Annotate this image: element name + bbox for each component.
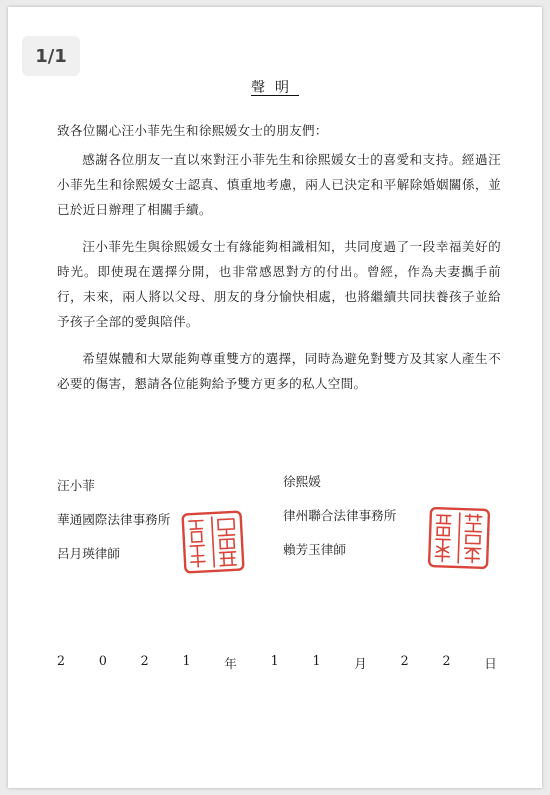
date-char: 2 xyxy=(442,653,451,668)
page-indicator-label: 1/1 xyxy=(35,45,67,67)
document-title-text: 聲明 xyxy=(251,80,299,96)
paragraph: 感謝各位朋友一直以來對汪小菲先生和徐熙媛女士的喜愛和支持。經過汪小菲先生和徐熙媛女士認真、慎重地考慮，兩人已決定和平解除婚姻關係，並已於近日辦理了相關手續。 xyxy=(57,152,501,217)
law-firm-name: 律州聯合法律事務所 xyxy=(283,508,397,523)
date-char: 1 xyxy=(182,653,191,668)
document-body xyxy=(57,118,501,408)
lawyer-name: 呂月瑛律師 xyxy=(57,546,120,561)
signature-block-right xyxy=(283,472,396,560)
date-char: 日 xyxy=(484,656,497,671)
paragraph: 汪小菲先生與徐熙媛女士有緣能夠相識相知，共同度過了一段幸福美好的時光。即使現在選擇分開，也非常感恩對方的付出。曾經，作為夫妻攜手前行，未來，兩人將以父母、朋友的身分愉快相處，也將繼續共同扶養孩子並給予孩子全部的愛與陪伴。 xyxy=(57,239,501,329)
signature-block-left xyxy=(57,476,170,564)
lawyer-seal-left xyxy=(180,509,245,574)
lawyer-name: 賴芳玉律師 xyxy=(283,542,346,557)
signatory-name: 汪小菲 xyxy=(57,478,95,493)
paragraph: 希望媒體和大眾能夠尊重雙方的選擇，同時為避免對雙方及其家人產生不必要的傷害，懇請各位能夠給予雙方更多的私人空間。 xyxy=(57,351,501,391)
page-indicator[interactable] xyxy=(22,36,80,76)
signatory-name: 徐熙媛 xyxy=(283,474,321,489)
date-char: 1 xyxy=(270,653,279,668)
salutation: 致各位關心汪小菲先生和徐熙媛女士的朋友們： xyxy=(57,123,328,138)
date-char: 年 xyxy=(224,656,237,671)
document-date xyxy=(57,653,497,672)
date-char: 0 xyxy=(98,653,107,668)
date-char: 2 xyxy=(57,653,66,668)
lawyer-seal-right xyxy=(427,506,491,570)
document-title xyxy=(0,77,550,97)
date-char: 1 xyxy=(312,653,321,668)
date-char: 2 xyxy=(140,653,149,668)
law-firm-name: 華通國際法律事務所 xyxy=(57,512,171,527)
date-char: 月 xyxy=(354,656,367,671)
date-char: 2 xyxy=(400,653,409,668)
